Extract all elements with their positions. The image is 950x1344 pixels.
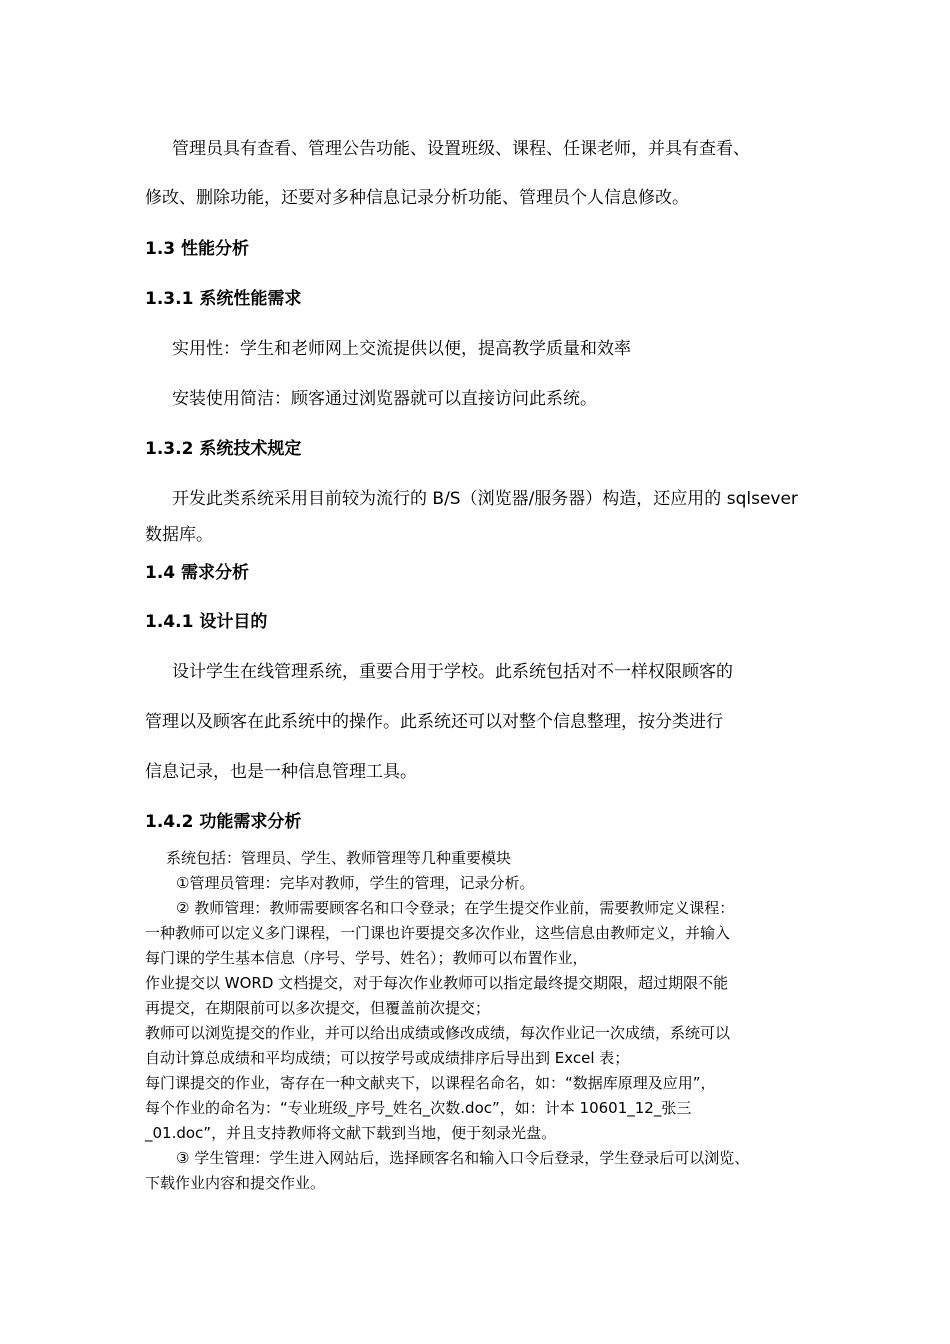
- paragraph-line: 修改、删除功能，还要对多种信息记录分析功能、管理员个人信息修改。: [145, 188, 689, 208]
- paragraph-line: 信息记录，也是一种信息管理工具。: [145, 762, 417, 782]
- subsection-heading: 1.4.2 功能需求分析: [145, 812, 302, 832]
- subsection-heading: 1.3.2 系统技术规定: [145, 439, 302, 459]
- list-line: ①管理员管理：完毕对教师，学生的管理，记录分析。: [176, 874, 535, 892]
- paragraph-line: 设计学生在线管理系统，重要合用于学校。此系统包括对不一样权限顾客的: [172, 662, 733, 682]
- paragraph-line: 数据库。: [145, 525, 213, 545]
- paragraph-line: 管理员具有查看、管理公告功能、设置班级、课程、任课老师，并具有查看、: [172, 139, 750, 159]
- paragraph-line: 开发此类系统采用目前较为流行的 B/S（浏览器/服务器）构造，还应用的 sqlsever: [172, 489, 798, 509]
- list-line: 每门课的学生基本信息（序号、学号、姓名）；教师可以布置作业，: [145, 949, 588, 967]
- section-heading: 1.3 性能分析: [145, 239, 250, 259]
- paragraph-line: 实用性：学生和老师网上交流提供以便，提高教学质量和效率: [172, 339, 631, 359]
- list-line: 一种教师可以定义多门课程，一门课也许要提交多次作业，这些信息由教师定义，并输入: [145, 924, 731, 942]
- paragraph-line: 管理以及顾客在此系统中的操作。此系统还可以对整个信息整理，按分类进行: [145, 712, 723, 732]
- list-line: _01.doc”，并且支持教师将文献下载到当地，便于刻录光盘。: [145, 1124, 557, 1142]
- subsection-heading: 1.3.1 系统性能需求: [145, 289, 302, 309]
- list-line: 再提交，在期限前可以多次提交，但覆盖前次提交；: [145, 999, 491, 1017]
- list-line: 教师可以浏览提交的作业，并可以给出成绩或修改成绩，每次作业记一次成绩，系统可以: [145, 1024, 731, 1042]
- list-line: 每门课提交的作业，寄存在一种文献夹下，以课程名命名，如：“数据库原理及应用”，: [145, 1074, 716, 1092]
- list-line: 下载作业内容和提交作业。: [145, 1174, 326, 1192]
- section-heading: 1.4 需求分析: [145, 563, 250, 583]
- list-line: 系统包括：管理员、学生、教师管理等几种重要模块: [166, 849, 512, 867]
- list-line: ③ 学生管理：学生进入网站后，选择顾客名和输入口令后登录，学生登录后可以浏览、: [176, 1149, 750, 1167]
- paragraph-line: 安装使用简洁：顾客通过浏览器就可以直接访问此系统。: [172, 389, 597, 409]
- subsection-heading: 1.4.1 设计目的: [145, 612, 268, 632]
- list-line: 作业提交以 WORD 文档提交，对于每次作业教师可以指定最终提交期限，超过期限不能: [145, 974, 729, 992]
- list-line: 自动计算总成绩和平均成绩；可以按学号或成绩排序后导出到 Excel 表；: [145, 1049, 630, 1067]
- list-line: ② 教师管理：教师需要顾客名和口令登录；在学生提交作业前，需要教师定义课程：: [176, 899, 735, 917]
- list-line: 每个作业的命名为：“专业班级_序号_姓名_次数.doc”，如：计本 10601_12_张三: [145, 1099, 692, 1117]
